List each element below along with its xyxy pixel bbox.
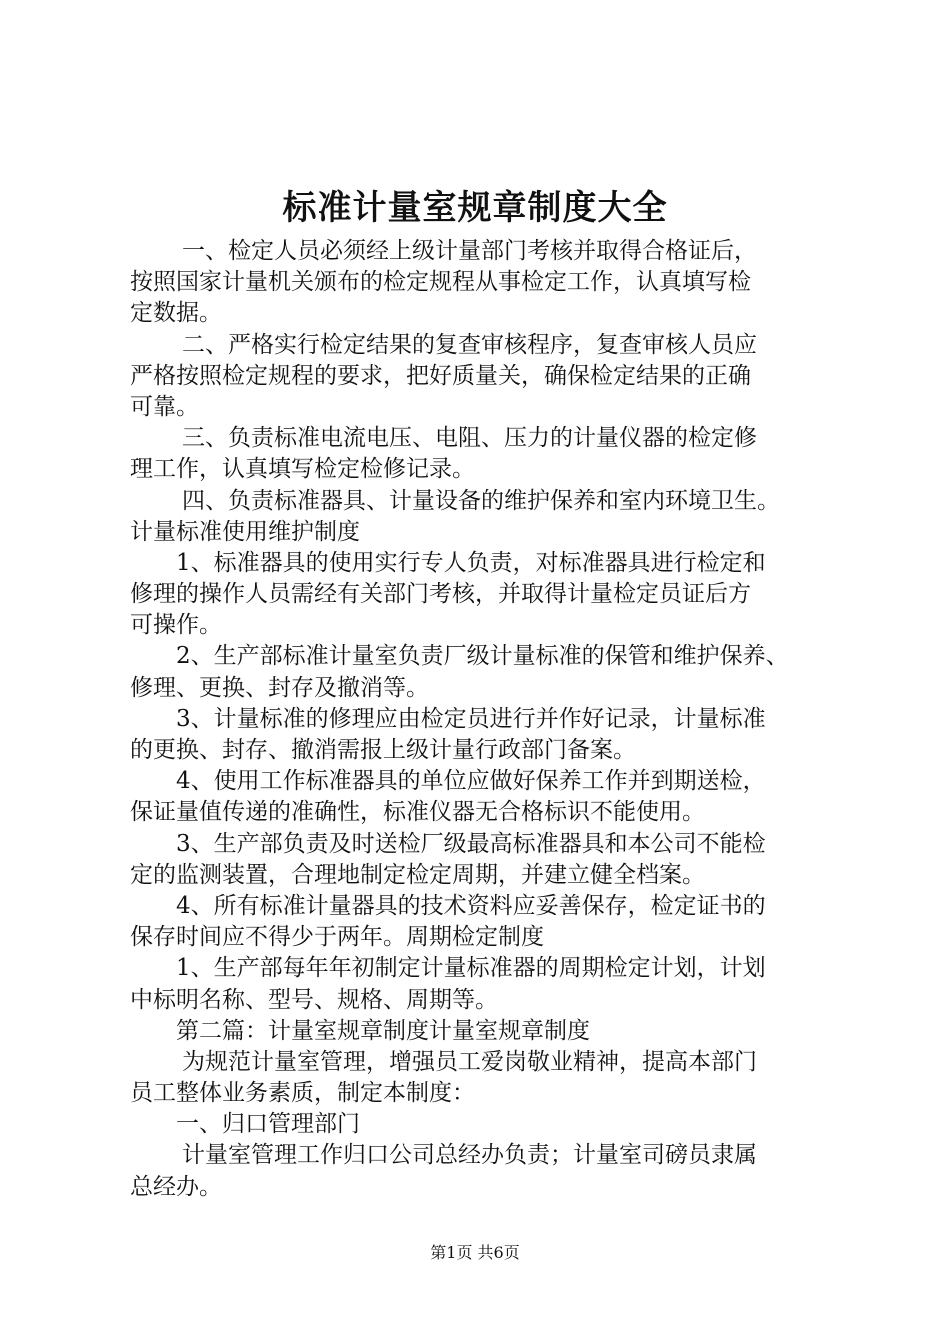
body-line: 保证量值传递的准确性，标准仪器无合格标识不能使用。 bbox=[130, 799, 705, 826]
body-line: 一、归口管理部门 bbox=[176, 1111, 360, 1138]
document-title: 标准计量室规章制度大全 bbox=[282, 188, 668, 228]
body-line: 定数据。 bbox=[130, 300, 222, 327]
body-line: 3、计量标准的修理应由检定员进行并作好记录，计量标准 bbox=[176, 705, 766, 732]
body-line: 1、生产部每年年初制定计量标准器的周期检定计划，计划 bbox=[176, 955, 766, 982]
body-line: 的更换、封存、撤消需报上级计量行政部门备案。 bbox=[130, 737, 636, 763]
body-line: 总经办。 bbox=[130, 1173, 222, 1200]
body-line: 保存时间应不得少于两年。周期检定制度 bbox=[130, 924, 544, 951]
body-line: 可操作。 bbox=[130, 612, 222, 639]
body-line: 二、严格实行检定结果的复查审核程序，复查审核人员应 bbox=[182, 331, 757, 358]
body-line: 1、标准器具的使用实行专人负责，对标准器具进行检定和 bbox=[176, 549, 766, 576]
body-line: 为规范计量室管理，增强员工爱岗敬业精神，提高本部门 bbox=[182, 1048, 757, 1075]
body-line: 第二篇：计量室规章制度计量室规章制度 bbox=[176, 1017, 590, 1044]
body-line: 三、负责标准电流电压、电阻、压力的计量仪器的检定修 bbox=[182, 425, 757, 452]
document-body bbox=[130, 236, 830, 1203]
body-line: 严格按照检定规程的要求，把好质量关，确保检定结果的正确 bbox=[130, 362, 751, 389]
body-line: 定的监测装置，合理地制定检定周期，并建立健全档案。 bbox=[130, 861, 705, 888]
body-line: 4、所有标准计量器具的技术资料应妥善保存，检定证书的 bbox=[176, 892, 766, 919]
body-line: 计量标准使用维护制度 bbox=[130, 518, 360, 545]
body-line: 中标明名称、型号、规格、周期等。 bbox=[130, 986, 498, 1013]
page-footer: 第1页 共6页 bbox=[430, 1243, 520, 1262]
body-line: 一、检定人员必须经上级计量部门考核并取得合格证后， bbox=[182, 238, 757, 264]
body-line: 2、生产部标准计量室负责厂级计量标准的保管和维护保养、 bbox=[176, 643, 789, 670]
body-line: 员工整体业务素质，制定本制度： bbox=[130, 1080, 475, 1107]
body-line: 修理的操作人员需经有关部门考核，并取得计量检定员证后方 bbox=[130, 581, 751, 608]
body-line: 理工作，认真填写检定检修记录。 bbox=[130, 456, 475, 483]
body-line: 按照国家计量机关颁布的检定规程从事检定工作，认真填写检 bbox=[130, 269, 751, 296]
body-line: 可靠。 bbox=[130, 393, 199, 420]
body-line: 修理、更换、封存及撤消等。 bbox=[130, 674, 429, 701]
body-line: 3、生产部负责及时送检厂级最高标准器具和本公司不能检 bbox=[176, 830, 766, 857]
body-line: 计量室管理工作归口公司总经办负责；计量室司磅员隶属 bbox=[182, 1142, 757, 1169]
body-line: 四、负责标准器具、计量设备的维护保养和室内环境卫生。 bbox=[182, 487, 780, 514]
body-line: 4、使用工作标准器具的单位应做好保养工作并到期送检， bbox=[176, 768, 766, 795]
